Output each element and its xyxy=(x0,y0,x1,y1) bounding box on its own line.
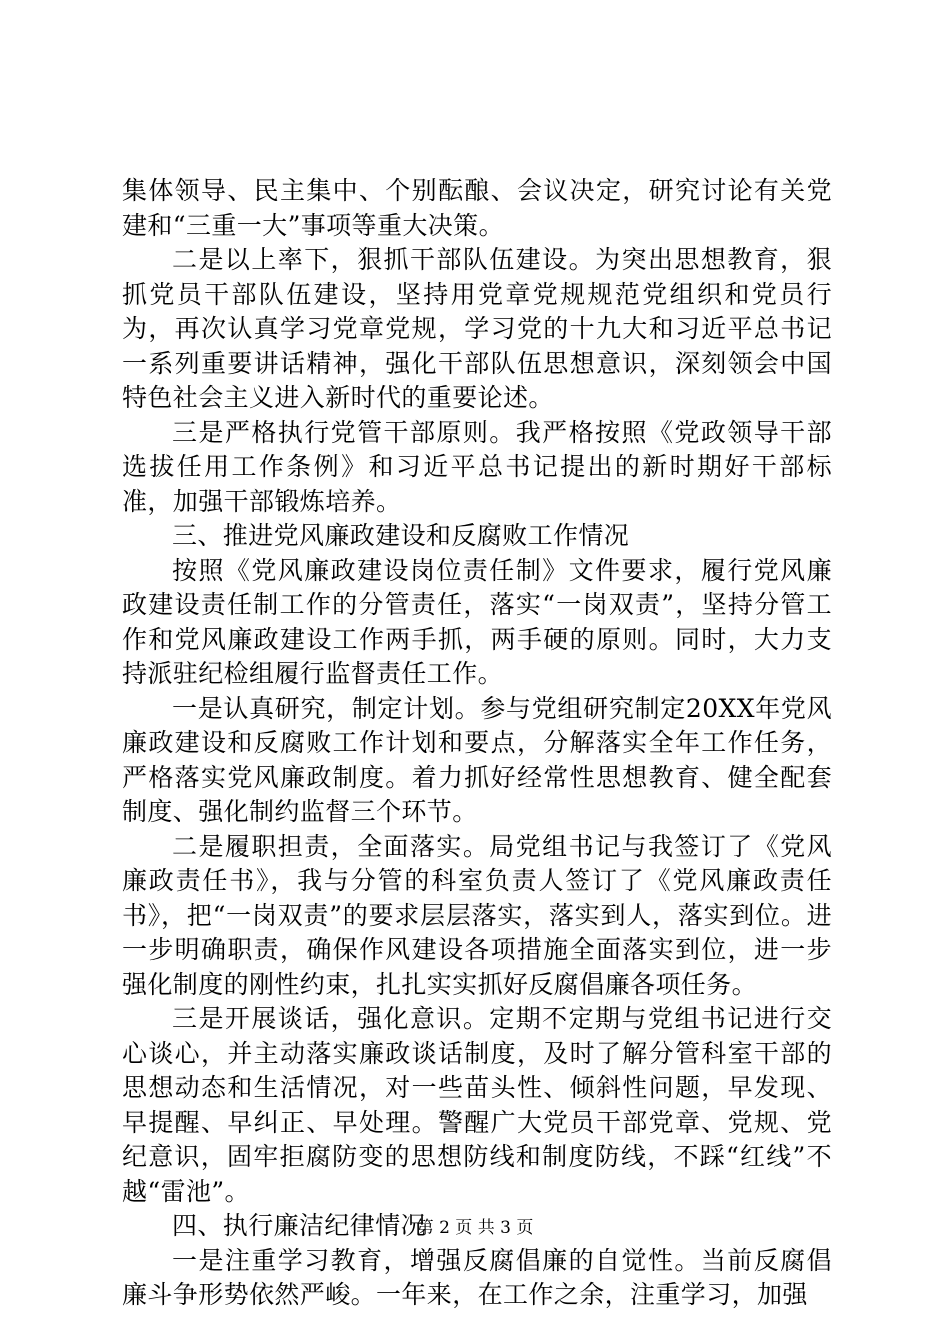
section-heading-three: 三、推进党风廉政建设和反腐败工作情况 xyxy=(172,521,630,550)
document-body xyxy=(122,174,832,1313)
paragraph-education: 一是注重学习教育，增强反腐倡廉的自觉性。当前反腐倡廉斗争形势依然严峻。一年来，在工作之余，注重学习，加强 xyxy=(122,1245,832,1309)
paragraph-cadre-principle: 三是严格执行党管干部原则。我严格按照《党政领导干部选拔任用工作条例》和习近平总书记提出的新时期好干部标准，加强干部锻炼培养。 xyxy=(122,417,832,516)
page-number-footer: 第 2 页 共 3 页 xyxy=(416,1218,534,1238)
paragraph-responsibility: 按照《党风廉政建设岗位责任制》文件要求，履行党风廉政建设责任制工作的分管责任，落实“一岗双责”，坚持分管工作和党风廉政建设工作两手抓，两手硬的原则。同时，大力支持派驻纪检组履行监督责任工作。 xyxy=(122,555,832,688)
paragraph-talks: 三是开展谈话，强化意识。定期不定期与党组书记进行交心谈心，并主动落实廉政谈话制度，及时了解分管科室干部的思想动态和生活情况，对一些苗头性、倾斜性问题，早发现、早提醒、早纠正、早处理。警醒广大党员干部党章、党规、党纪意识，固牢拒腐防变的思想防线和制度防线，不踩“红线”不越“雷池”。 xyxy=(122,1004,832,1206)
paragraph-continuation: 集体领导、民主集中、个别酝酿、会议决定，研究讨论有关党建和“三重一大”事项等重大决策。 xyxy=(122,176,832,240)
section-heading-four: 四、执行廉洁纪律情况 xyxy=(172,1211,427,1240)
paragraph-cadre-building: 二是以上率下，狠抓干部队伍建设。为突出思想教育，狠抓党员干部队伍建设，坚持用党章党规规范党组织和党员行为，再次认真学习党章党规，学习党的十九大和习近平总书记一系列重要讲话精神，强化干部队伍思想意识，深刻领会中国特色社会主义进入新时代的重要论述。 xyxy=(122,245,832,412)
paragraph-plan: 一是认真研究，制定计划。参与党组研究制定20XX年党风廉政建设和反腐败工作计划和要点，分解落实全年工作任务，严格落实党风廉政制度。着力抓好经常性思想教育、健全配套制度、强化制约监督三个环节。 xyxy=(122,693,832,826)
paragraph-implementation: 二是履职担责，全面落实。局党组书记与我签订了《党风廉政责任书》，我与分管的科室负责人签订了《党风廉政责任书》，把“一岗双责”的要求层层落实，落实到人，落实到位。进一步明确职责，确保作风建设各项措施全面落实到位，进一步强化制度的刚性约束，扎扎实实抓好反腐倡廉各项任务。 xyxy=(122,831,832,999)
